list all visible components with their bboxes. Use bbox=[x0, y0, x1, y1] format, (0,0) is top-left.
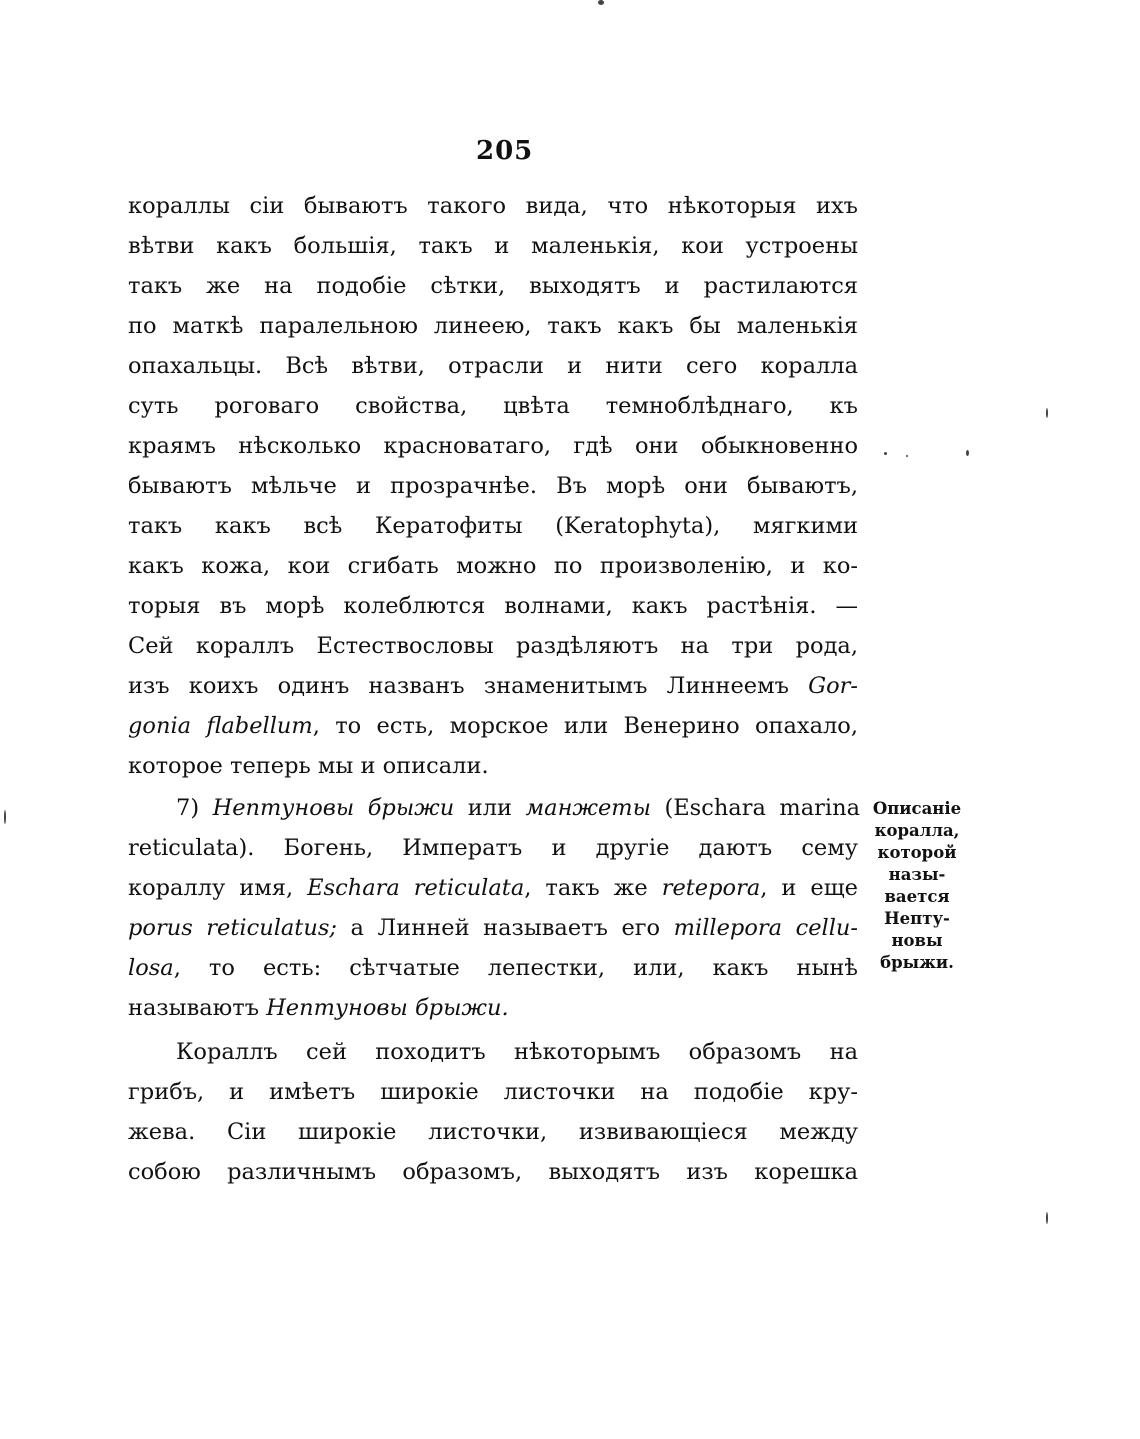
text-run: reticulata). Богень, Императъ и другіе даютъ сему bbox=[128, 835, 858, 861]
text-line bbox=[128, 266, 858, 306]
italic-text: Нептуновы брыжи. bbox=[266, 995, 509, 1021]
italic-text: losa bbox=[128, 955, 174, 981]
marginal-note bbox=[862, 798, 972, 974]
text-line bbox=[128, 506, 858, 546]
text-run: , и еще bbox=[760, 875, 858, 901]
text-line bbox=[128, 1072, 858, 1112]
text-line bbox=[128, 828, 858, 868]
text-run: изъ коихъ одинъ названъ знаменитымъ Линнеемъ bbox=[128, 673, 809, 699]
text-run: , то есть, морское или Венерино опахало, bbox=[312, 713, 858, 739]
text-run: краямъ нѣсколько красноватаго, гдѣ они обыкновенно bbox=[128, 433, 858, 459]
scan-speck bbox=[1046, 1212, 1048, 1224]
text-run: торыя въ морѣ колеблются волнами, какъ растѣнія. — bbox=[128, 593, 858, 619]
text-line bbox=[128, 426, 858, 466]
marginal-line: которой bbox=[877, 843, 957, 862]
text-run: опахальцы. Всѣ вѣтви, отрасли и нити сего коралла bbox=[128, 353, 858, 379]
text-line bbox=[176, 1032, 858, 1072]
text-line bbox=[176, 788, 860, 828]
text-line bbox=[128, 666, 858, 706]
text-run: собою различнымъ образомъ, выходятъ изъ корешка bbox=[128, 1159, 858, 1185]
text-run: а Линней называетъ его bbox=[336, 915, 674, 941]
text-line bbox=[128, 948, 858, 988]
marginal-line: Описаніе bbox=[872, 799, 962, 818]
marginal-line: назы- bbox=[888, 865, 946, 884]
text-run: такъ же на подобіе сѣтки, выходятъ и растилаются bbox=[128, 273, 858, 299]
marginal-line: вается bbox=[884, 887, 950, 906]
text-line bbox=[128, 546, 858, 586]
text-line bbox=[128, 586, 858, 626]
text-run: которое теперь мы и описали. bbox=[128, 753, 489, 779]
italic-text: millepora cellu- bbox=[673, 915, 858, 941]
text-run: суть роговаго свойства, цвѣта темноблѣднаго, къ bbox=[128, 393, 858, 419]
text-run: кораллу имя, bbox=[128, 875, 308, 901]
text-run: называютъ bbox=[128, 995, 267, 1021]
text-line bbox=[128, 226, 858, 266]
text-line bbox=[128, 746, 858, 786]
italic-text: gonia flabellum bbox=[128, 713, 313, 739]
text-run: (Eschara marina bbox=[650, 795, 860, 821]
text-line bbox=[128, 186, 858, 226]
marginal-line: брыжи. bbox=[880, 953, 954, 972]
italic-text: Eschara reticulata bbox=[307, 875, 525, 901]
text-run: бываютъ мѣльче и прозрачнѣе. Въ морѣ они бываютъ, bbox=[128, 473, 858, 499]
text-run: вѣтви какъ большія, такъ и маленькія, кои устроены bbox=[128, 233, 858, 259]
italic-text: porus reticulatus; bbox=[128, 915, 337, 941]
scan-speck bbox=[906, 455, 908, 457]
text-run: кораллы сіи бываютъ такого вида, что нѣкоторыя ихъ bbox=[128, 193, 858, 219]
text-line bbox=[128, 346, 858, 386]
text-run: какъ кожа, кои сгибать можно по произволенію, и ко- bbox=[128, 553, 858, 579]
text-line bbox=[128, 386, 858, 426]
text-run: 7) bbox=[176, 795, 213, 821]
scan-speck bbox=[4, 810, 6, 824]
scan-speck bbox=[598, 0, 604, 5]
text-run: такъ какъ всѣ Кератофиты (Keratophyta), мягкими bbox=[128, 513, 858, 539]
text-run: или bbox=[454, 795, 526, 821]
marginal-line: коралла, bbox=[874, 821, 960, 840]
scan-speck bbox=[1046, 408, 1048, 418]
page-number: 205 bbox=[476, 136, 534, 166]
text-line bbox=[128, 466, 858, 506]
text-run: грибъ, и имѣетъ широкіе листочки на подобіе кру- bbox=[128, 1079, 858, 1105]
italic-text: манжеты bbox=[525, 795, 651, 821]
text-run: жева. Сіи широкіе листочки, извивающіеся между bbox=[128, 1119, 858, 1145]
marginal-line: новы bbox=[891, 931, 943, 950]
italic-text: retepora bbox=[661, 875, 761, 901]
text-run: Кораллъ сей походитъ нѣкоторымъ образомъ на bbox=[176, 1039, 858, 1065]
text-line bbox=[128, 306, 858, 346]
text-run: , такъ же bbox=[524, 875, 662, 901]
text-line bbox=[128, 626, 858, 666]
text-run: , то есть: сѣтчатые лепестки, или, какъ нынѣ bbox=[173, 955, 858, 981]
italic-text: Gor- bbox=[808, 673, 858, 699]
text-run: по маткѣ паралельною линеею, такъ какъ бы маленькія bbox=[128, 313, 858, 339]
text-line bbox=[128, 1112, 858, 1152]
text-line bbox=[128, 988, 858, 1028]
marginal-line: Непту- bbox=[884, 909, 950, 928]
text-run: Сей кораллъ Естествословы раздѣляютъ на три рода, bbox=[128, 633, 858, 659]
text-line bbox=[128, 908, 858, 948]
italic-text: Нептуновы брыжи bbox=[212, 795, 455, 821]
text-line bbox=[128, 868, 858, 908]
scan-speck bbox=[966, 450, 969, 456]
text-line bbox=[128, 1152, 858, 1192]
scan-speck bbox=[884, 452, 887, 455]
text-line bbox=[128, 706, 858, 746]
